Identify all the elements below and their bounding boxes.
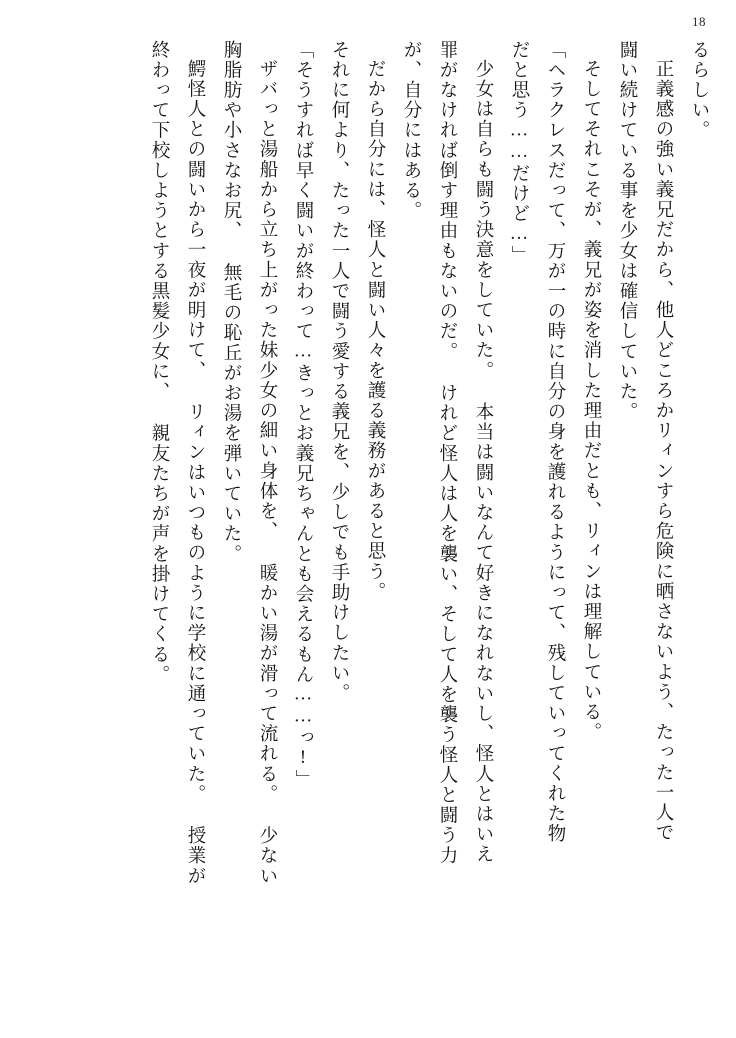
text-line: 正義感の強い義兄だから、他人どころかリィンすら危険に晒さないよう、たった一人で — [653, 59, 673, 843]
text-line: ザバっと湯船から立ち上がった妹少女の細い身体を、 暖かい湯が滑って流れる。 少ない — [257, 59, 277, 887]
text-line: 少女は自らも闘う決意をしていた。 本当は闘いなんて好きになれないし、怪人とはいえ — [473, 59, 493, 865]
text-line: 罪がなければ倒す理由もないのだ。 けれど怪人は人を襲い、そして人を襲う怪人と闘う力 — [437, 40, 457, 866]
text-line: そしてそれこそが、義兄が姿を消した理由だとも、リィンは理解している。 — [581, 59, 601, 743]
text-line: それに何より、たった一人で闘う愛する義兄を、少しでも手助けしたい。 — [329, 40, 349, 704]
vertical-text-body — [40, 40, 708, 1010]
text-line: 「ヘラクレスだって、万が一の時に自分の身を護れるようにって、残していってくれた物 — [545, 40, 565, 844]
text-line: だから自分には、怪人と闘い人々を護る義務があると思う。 — [365, 59, 385, 602]
text-line: が、自分にはある。 — [401, 40, 421, 221]
text-line: 闘い続けている事を少女は確信していた。 — [617, 40, 637, 422]
text-line: 「そうすれば早く闘いが終わって…きっとお義兄ちゃんとも会えるもん……っ!」 — [293, 40, 313, 790]
text-line: だと思う……だけど…」 — [509, 40, 529, 266]
text-line: 終わって下校しようとする黒髪少女に、 親友たちが声を掛けてくる。 — [149, 40, 169, 685]
page-number: 18 — [692, 14, 706, 29]
text-line: るらしい。 — [689, 40, 709, 141]
text-line: 鰐怪人との闘いから一夜が明けて、 リィンはいつものように学校に通っていた。 授業が — [185, 59, 205, 887]
text-line: 胸脂肪や小さなお尻、 無毛の恥丘がお湯を弾いていた。 — [221, 40, 241, 565]
